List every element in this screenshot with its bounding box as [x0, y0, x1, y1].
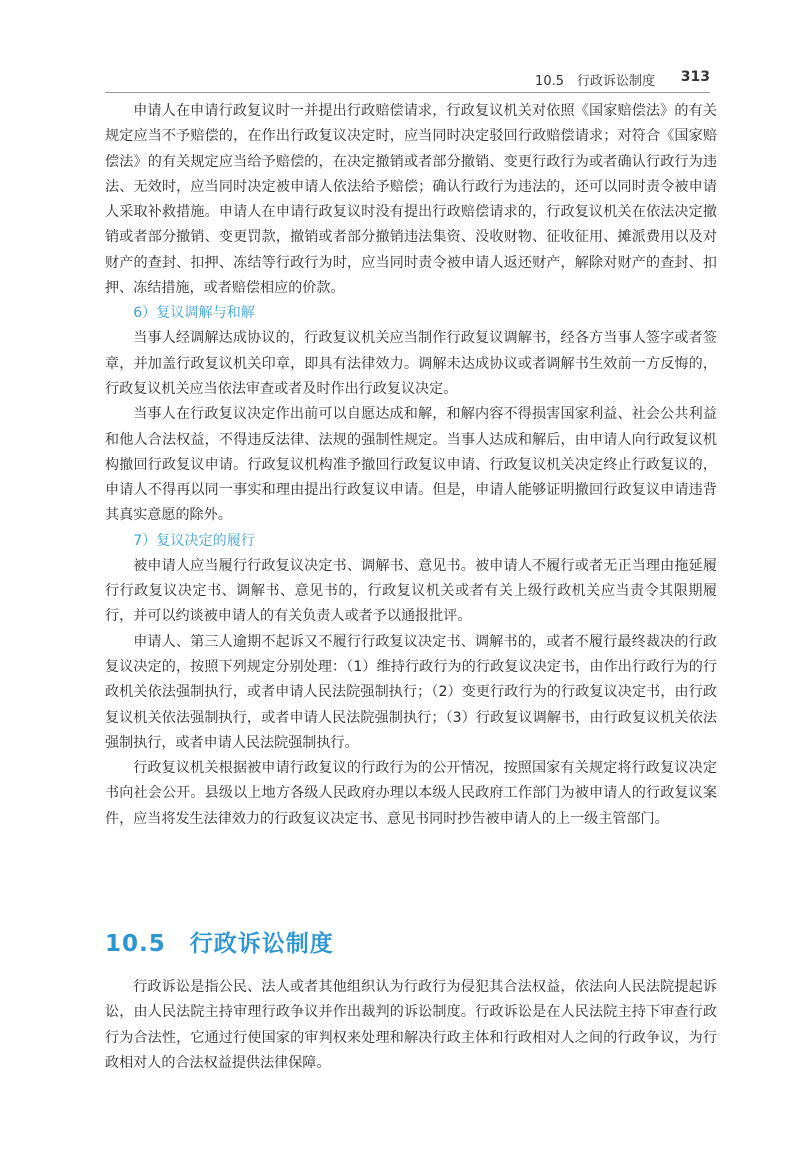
main-content	[105, 99, 717, 832]
body-paragraph: 当事人经调解达成协议的，行政复议机关应当制作行政复议调解书，经各方当事人签字或者签章，并加盖行政复议机关印章，即具有法律效力。调解未达成协议或者调解书生效前一方反悔的，行政复议机关应当依法审查或者及时作出行政复议决定。	[105, 330, 717, 397]
section-number: 10.5	[105, 931, 166, 957]
running-header-chapter: 10.5 行政诉讼制度	[535, 74, 655, 89]
body-paragraph: 行政诉讼是指公民、法人或者其他组织认为行政行为侵犯其合法权益，依法向人民法院提起诉讼，由人民法院主持审理行政争议并作出裁判的诉讼制度。行政诉讼是在人民法院主持下审查行政行为合法性，它通过行使国家的审判权来处理和解决行政主体和行政相对人之间的行政争议，为行政相对人的合法权益提供法律保障。	[105, 979, 717, 1071]
section-body	[105, 975, 717, 1076]
body-paragraph: 申请人在申请行政复议时一并提出行政赔偿请求，行政复议机关对依照《国家赔偿法》的有关规定应当不予赔偿的，在作出行政复议决定时，应当同时决定驳回行政赔偿请求；对符合《国家赔偿法》的有关规定应当给予赔偿的，在决定撤销或者部分撤销、变更行政行为或者确认行政行为违法、无效时，应当同时决定被申请人依法给予赔偿；确认行政行为违法的，还可以同时责令被申请人采取补救措施。申请人在申请行政复议时没有提出行政赔偿请求的，行政复议机关在依法决定撤销或者部分撤销、变更罚款，撤销或者部分撤销违法集资、没收财物、征收征用、摊派费用以及对财产的查封、扣押、冻结等行政行为时，应当同时责令被申请人返还财产，解除对财产的查封、扣押、冻结措施，或者赔偿相应的价款。	[105, 103, 717, 297]
subsection-heading-6: 6）复议调解与和解	[133, 305, 255, 322]
body-paragraph: 行政复议机关根据被申请行政复议的行政行为的公开情况，按照国家有关规定将行政复议决定书向社会公开。县级以上地方各级人民政府办理以本级人民政府工作部门为被申请人的行政复议案件，应当将发生法律效力的行政复议决定书、意见书同时抄告被申请人的上一级主管部门。	[105, 760, 717, 827]
running-header	[105, 68, 710, 93]
page-number: 313	[680, 69, 710, 85]
section-title: 行政诉讼制度	[189, 931, 334, 957]
body-paragraph: 申请人、第三人逾期不起诉又不履行行政复议决定书、调解书的，或者不履行最终裁决的行政复议决定的，按照下列规定分别处理：（1）维持行政行为的行政复议决定书，由作出行政行为的行政机关依法强制执行，或者申请人民法院强制执行；（2）变更行政行为的行政复议决定书，由行政复议机关依法强制执行，或者申请人民法院强制执行；（3）行政复议调解书，由行政复议机关依法强制执行，或者申请人民法院强制执行。	[105, 633, 717, 751]
body-paragraph: 当事人在行政复议决定作出前可以自愿达成和解，和解内容不得损害国家利益、社会公共利益和他人合法权益，不得违反法律、法规的强制性规定。当事人达成和解后，由申请人向行政复议机构撤回行政复议申请。行政复议机构准予撤回行政复议申请、行政复议机关决定终止行政复议的，申请人不得再以同一事实和理由提出行政复议申请。但是，申请人能够证明撤回行政复议申请违背其真实意愿的除外。	[105, 406, 717, 524]
body-paragraph: 被申请人应当履行行政复议决定书、调解书、意见书。被申请人不履行或者无正当理由拖延履行行政复议决定书、调解书、意见书的，行政复议机关或者有关上级行政机关应当责令其限期履行，并可以约谈被申请人的有关负责人或者予以通报批评。	[105, 557, 717, 625]
subsection-heading-7: 7）复议决定的履行	[133, 532, 255, 549]
section-heading	[105, 925, 334, 958]
